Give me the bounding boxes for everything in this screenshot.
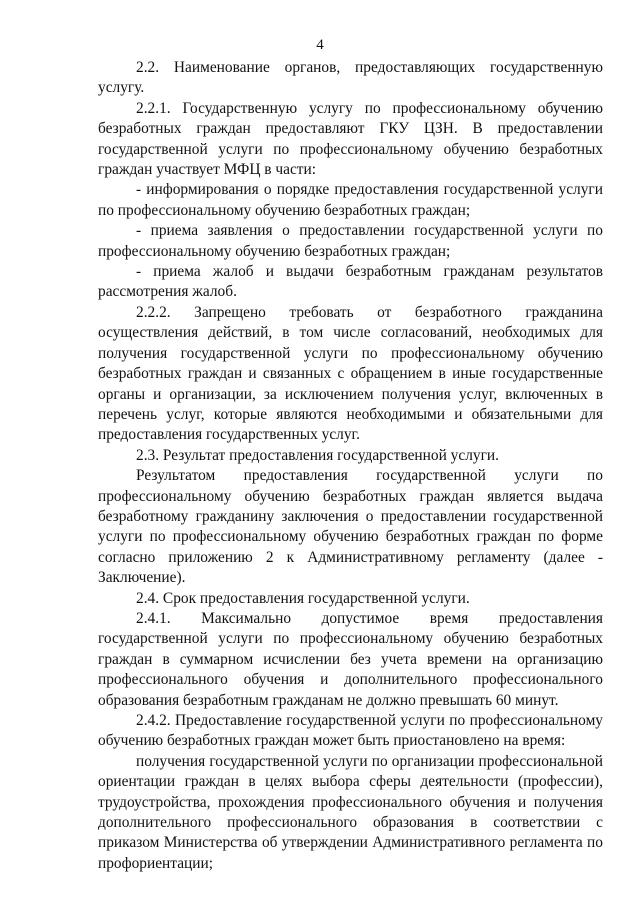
paragraph-2-4-heading: 2.4. Срок предоставления государственной услуги. [136, 589, 470, 607]
paragraph-2-2-heading: 2.2. Наименование органов, предоставляющих государственную услугу. [98, 59, 603, 97]
paragraph-2-2-2: 2.2.2. Запрещено требовать от безработного гражданина осуществления действий, в том числе согласований, необходимых для получения государственной услуги по профессиональному обучению безработных граждан и связанных с обращением в иные государственные органы и организации, за исключением получения услуг, включенных в перечень услуг, которые являются необходимыми и обязательными для предоставления государственных услуг. [98, 303, 603, 444]
list-item-application: - приема заявления о предоставлении государственной услуги по профессиональному обучению безработных граждан; [98, 222, 603, 260]
list-item-complaints: - приема жалоб и выдачи безработным гражданам результатов рассмотрения жалоб. [98, 263, 603, 301]
page-number: 4 [316, 37, 324, 53]
paragraph-result: Результатом предоставления государственной услуги по профессиональному обучению безработных граждан является выдача безработному гражданину заключения о предоставлении государственной услуги по профессиональному обучению безработных граждан по форме согласно приложению 2 к Административному регламенту (далее - Заключение). [98, 467, 603, 587]
paragraph-2-3-heading: 2.3. Результат предоставления государственной услуги. [136, 446, 499, 464]
list-item-informing: - информирования о порядке предоставления государственной услуги по профессиональному обучению безработных граждан; [98, 181, 603, 219]
paragraph-suspension-item: получения государственной услуги по организации профессиональной ориентации граждан в целях выбора сферы деятельности (профессии), трудоустройства, прохождения профессионального обучения и получения дополнительного профессионального образования в соответствии с приказом Министерства об утверждении Административного регламента по профориентации; [98, 752, 603, 872]
paragraph-2-4-1: 2.4.1. Максимально допустимое время предоставления государственной услуги по профессиональному обучению безработных граждан в суммарном исчислении без учета времени на организацию профессионального обучения и дополнительного профессионального образования безработным гражданам не должно превышать 60 минут. [98, 609, 603, 709]
document-body [98, 58, 603, 874]
paragraph-2-4-2: 2.4.2. Предоставление государственной услуги по профессиональному обучению безработных граждан может быть приостановлено на время: [98, 712, 603, 750]
paragraph-2-2-1: 2.2.1. Государственную услугу по профессиональному обучению безработных граждан предоставляют ГКУ ЦЗН. В предоставлении государственной услуги по профессиональному обучению безработных граждан участвует МФЦ в части: [98, 99, 603, 179]
